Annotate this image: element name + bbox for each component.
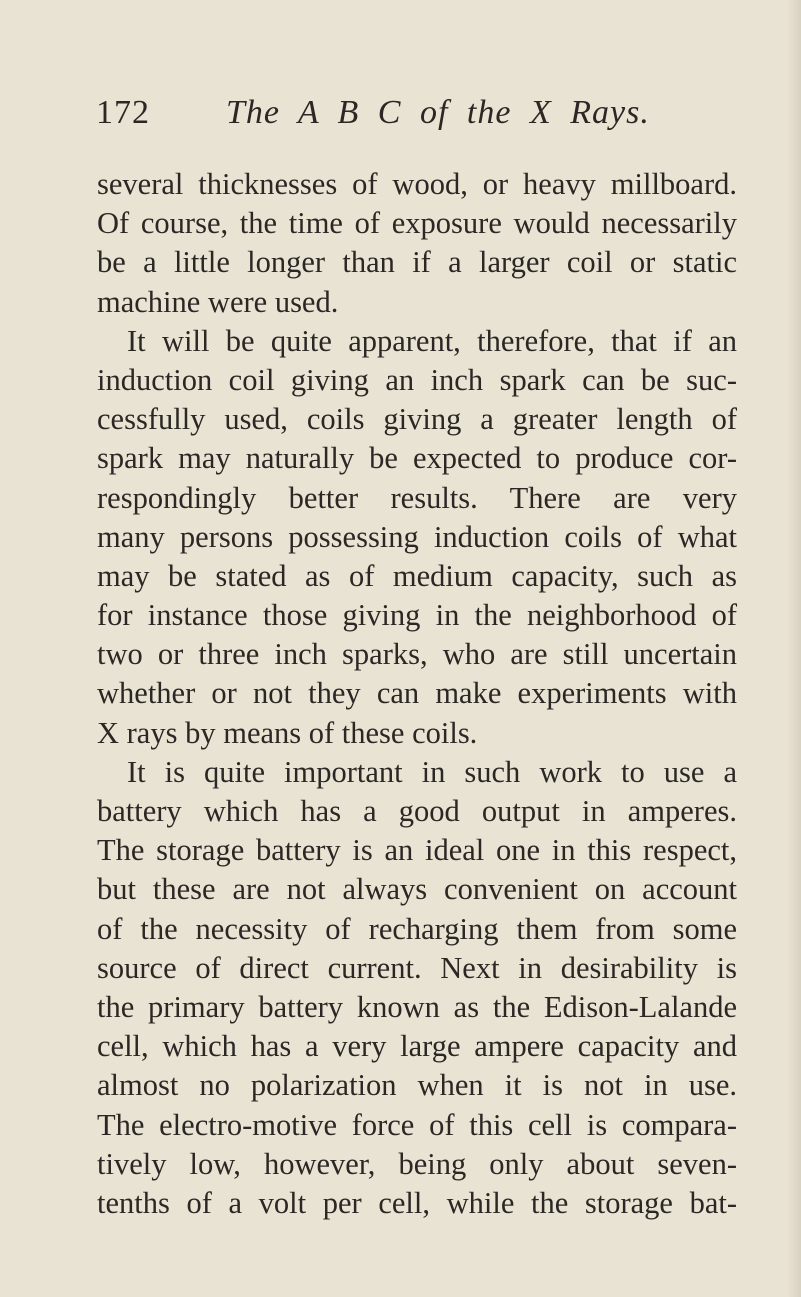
text-line: be a little longer than if a larger coil or static xyxy=(97,245,737,280)
text-line: the primary battery known as the Edison-Lalande xyxy=(97,989,737,1024)
text-line: of the necessity of recharging them from some xyxy=(97,911,737,946)
page-number: 172 xyxy=(96,94,150,131)
text-line: induction coil giving an inch spark can be suc- xyxy=(97,362,737,397)
text-line: It is quite important in such work to use a xyxy=(127,754,737,789)
text-line: for instance those giving in the neighborhood of xyxy=(97,598,737,633)
text-line: two or three inch sparks, who are still uncertain xyxy=(97,637,737,672)
text-line: whether or not they can make experiments with xyxy=(97,676,737,711)
page-edge-shadow xyxy=(787,0,801,1297)
text-line: but these are not always convenient on account xyxy=(97,872,737,907)
text-line: almost no polarization when it is not in use. xyxy=(97,1068,737,1103)
text-line: tively low, however, being only about seven- xyxy=(97,1146,737,1181)
text-line: respondingly better results. There are very xyxy=(97,480,737,515)
text-line: spark may naturally be expected to produce cor- xyxy=(97,441,737,476)
text-line: machine were used. xyxy=(97,284,339,319)
text-line: may be stated as of medium capacity, such as xyxy=(97,558,737,593)
body-text xyxy=(97,165,737,1223)
text-line: battery which has a good output in amperes. xyxy=(97,794,737,828)
text-line: many persons possessing induction coils of what xyxy=(97,519,737,554)
text-line: Of course, the time of exposure would necessarily xyxy=(97,206,737,241)
text-line: several thicknesses of wood, or heavy millboard. xyxy=(97,167,737,201)
running-head xyxy=(96,94,736,144)
text-line: The electro-motive force of this cell is compara- xyxy=(97,1107,737,1142)
text-line: tenths of a volt per cell, while the storage bat- xyxy=(97,1185,737,1220)
text-line: cessfully used, coils giving a greater length of xyxy=(97,402,737,437)
text-line: It will be quite apparent, therefore, that if an xyxy=(127,323,737,358)
running-title: The A B C of the X Rays. xyxy=(226,94,650,131)
text-line: source of direct current. Next in desirability is xyxy=(97,950,737,985)
text-line: cell, which has a very large ampere capacity and xyxy=(97,1029,737,1064)
text-line: X rays by means of these coils. xyxy=(97,715,478,750)
text-line: The storage battery is an ideal one in this respect, xyxy=(97,833,737,868)
